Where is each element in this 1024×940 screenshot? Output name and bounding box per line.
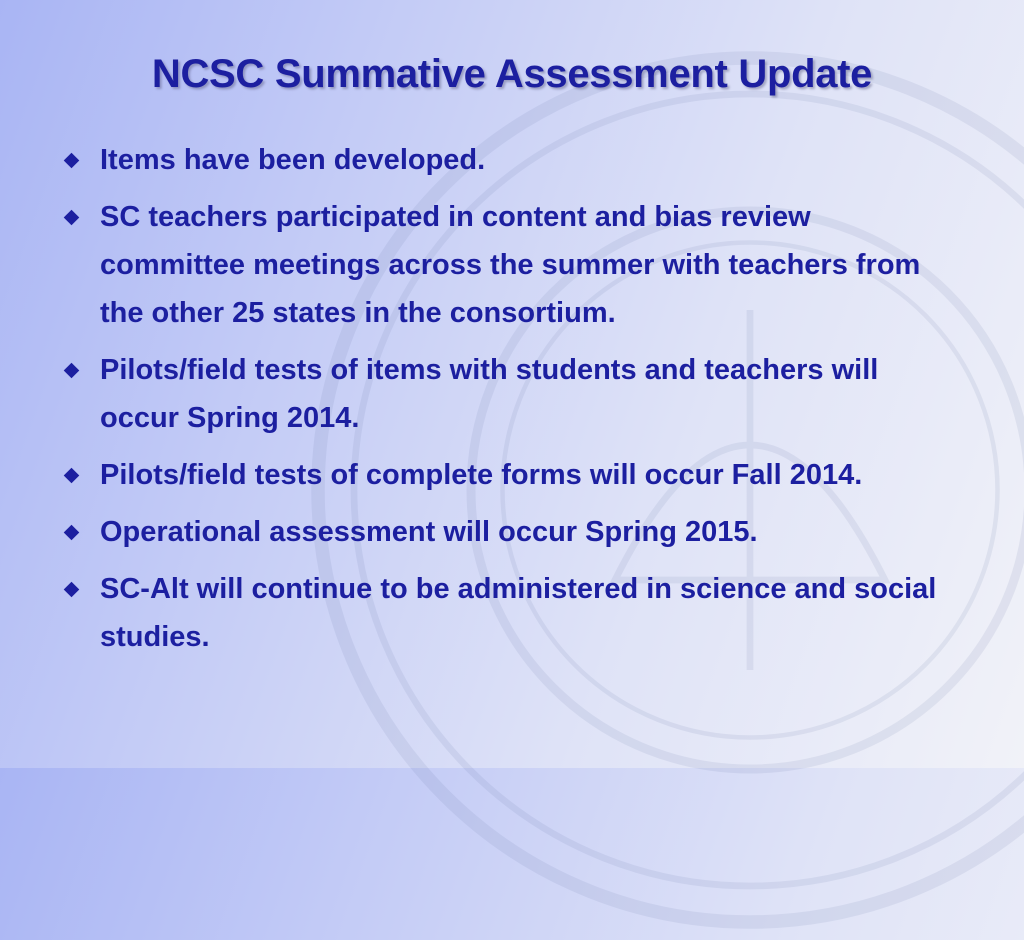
- bullet-item: [62, 565, 962, 661]
- diamond-bullet-icon: [64, 210, 80, 226]
- bullet-list: [62, 136, 962, 670]
- diamond-bullet-icon: [64, 582, 80, 598]
- bullet-item: [62, 193, 962, 337]
- diamond-bullet-icon: [64, 468, 80, 484]
- diamond-bullet-icon: [64, 525, 80, 541]
- diamond-bullet-icon: [64, 153, 80, 169]
- bullet-item: [62, 346, 962, 442]
- bullet-text: Items have been developed.: [100, 144, 486, 176]
- slide-title: NCSC Summative Assessment Update: [151, 52, 873, 96]
- bullet-text: SC-Alt will continue to be administered in science and social studies.: [100, 573, 937, 653]
- bullet-item: [62, 451, 962, 499]
- bullet-item: [62, 136, 962, 184]
- bullet-text: Operational assessment will occur Spring 2015.: [100, 516, 758, 548]
- bullet-text: SC teachers participated in content and bias review committee meetings across the summer with teachers from the other 25 states in the consortium.: [100, 201, 921, 329]
- bullet-item: [62, 508, 962, 556]
- bullet-text: Pilots/field tests of items with students and teachers will occur Spring 2014.: [100, 354, 879, 434]
- bullet-text: Pilots/field tests of complete forms will occur Fall 2014.: [100, 459, 863, 491]
- diamond-bullet-icon: [64, 363, 80, 379]
